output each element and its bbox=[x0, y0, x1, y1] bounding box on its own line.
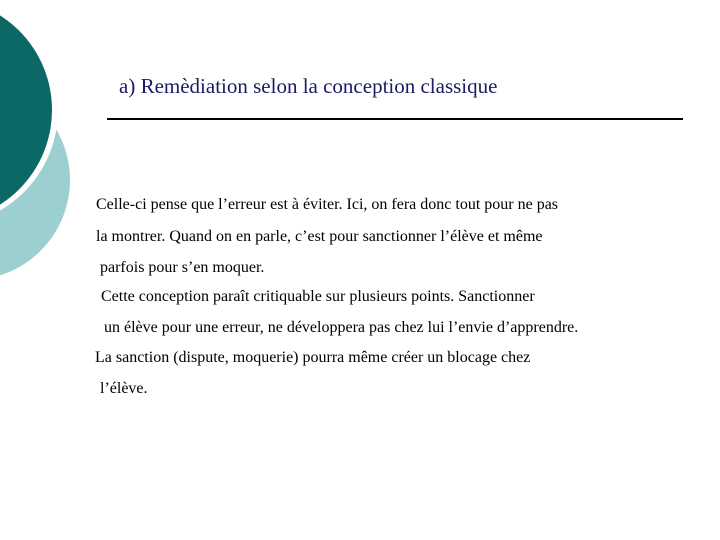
title-divider bbox=[107, 118, 683, 120]
body-line-1: Celle-ci pense que l’erreur est à éviter. Ici, on fera donc tout pour ne pas bbox=[96, 196, 559, 213]
body-line-6: La sanction (dispute, moquerie) pourra même créer un blocage chez bbox=[95, 349, 531, 366]
body-line-3: parfois pour s’en moquer. bbox=[100, 259, 265, 276]
body-line-4: Cette conception paraît critiquable sur plusieurs points. Sanctionner bbox=[101, 288, 535, 305]
decorative-circles bbox=[0, 0, 80, 290]
body-line-7: l’élève. bbox=[100, 380, 148, 397]
body-line-2: la montrer. Quand on en parle, c’est pour sanctionner l’élève et même bbox=[96, 228, 543, 245]
slide-title: a) Remèdiation selon la conception classique bbox=[119, 74, 498, 98]
body-line-5: un élève pour une erreur, ne développera pas chez lui l’envie d’apprendre. bbox=[104, 319, 579, 336]
